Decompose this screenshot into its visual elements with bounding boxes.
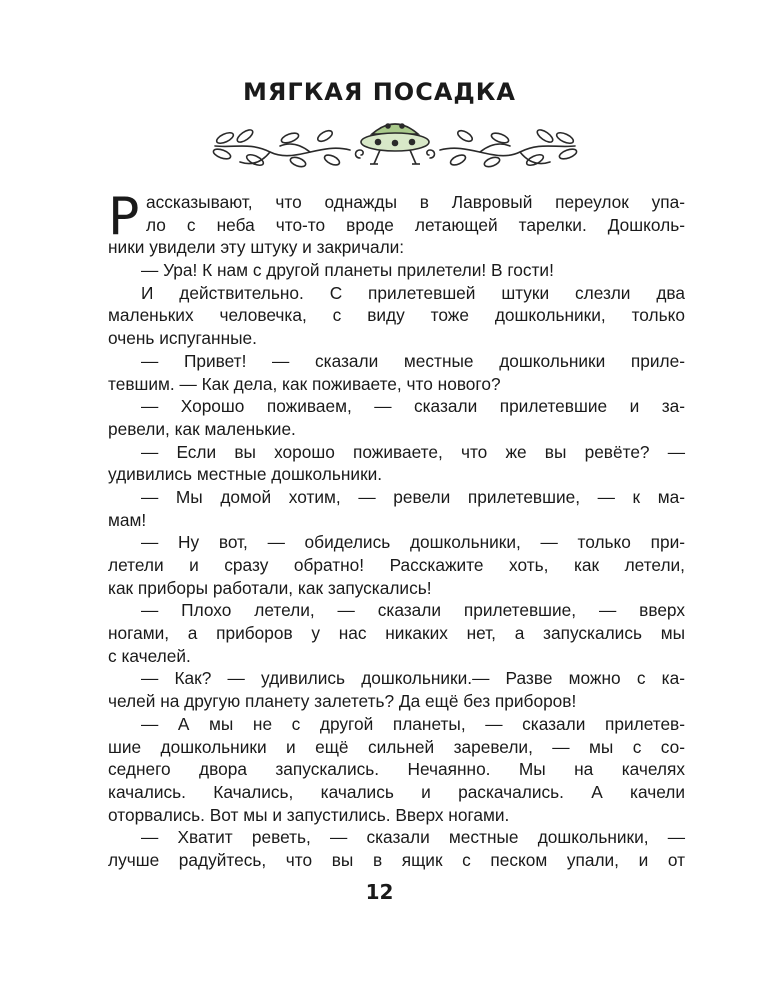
text-line: — Мы домой хотим, — ревели прилетевшие, — к ма-: [141, 486, 685, 507]
text-line: летели и сразу обратно! Расскажите хоть, как летели,: [108, 555, 685, 575]
text-line: ло с неба что-то вроде летающей тарелки. Дошколь-: [146, 214, 685, 235]
text-line: ногами, а приборов у нас никаких нет, а запускались мы: [108, 623, 685, 644]
text-line: челей на другую планету залететь? Да ещё без приборов!: [108, 691, 577, 712]
text-line: — Привет! — сказали местные дошкольники приле-: [141, 350, 685, 371]
text-line: лучше радуйтесь, что вы в ящик с песком упали, и от: [108, 849, 685, 870]
text-line: мам!: [108, 509, 147, 530]
text-line: удивились местные дошкольники.: [108, 464, 383, 485]
text-line: — Ура! К нам с другой планеты прилетели! В гости!: [141, 260, 554, 281]
text-line: качались. Качались, качались и раскачались. А качели: [108, 781, 685, 802]
drop-cap: Р: [108, 187, 140, 247]
text-line: — Плохо летели, — сказали прилетевшие, — вверх: [141, 600, 685, 621]
text-line: — Хорошо поживаем, — сказали прилетевшие и за-: [141, 396, 685, 417]
text-line: очень испуганные.: [108, 328, 257, 349]
text-line: оторвались. Вот мы и запустились. Вверх ногами.: [108, 804, 510, 825]
text-line: с качелей.: [108, 645, 191, 666]
text-line: ревели, как маленькие.: [108, 418, 296, 439]
body-text: [108, 187, 685, 872]
text-line: как приборы работали, как запускались!: [108, 577, 432, 598]
text-line: маленьких человечка, с виду тоже дошкольники, только: [108, 305, 685, 326]
text-line: седнего двора запускались. Нечаянно. Мы на качелях: [108, 759, 685, 780]
text-line: И действительно. С прилетевшей штуки слезли два: [141, 282, 685, 303]
text-line: ассказывают, что однажды в Лавровый переулок упа-: [146, 192, 685, 212]
text-line: шие дошкольники и ещё сильней заревели, — мы с со-: [108, 736, 685, 757]
text-line: ники увидели эту штуку и закричали:: [108, 237, 405, 258]
text-line: — Если вы хорошо поживаете, что же вы ревёте? —: [141, 441, 685, 462]
text-line: — Хватит реветь, — сказали местные дошкольники, —: [141, 827, 685, 848]
text-line: — Как? — удивились дошкольники.— Разве можно с ка-: [141, 668, 685, 689]
text-line: — А мы не с другой планеты, — сказали прилетев-: [141, 713, 685, 734]
text-line: — Ну вот, — обиделись дошкольники, — только при-: [141, 532, 685, 553]
flying-saucer-icon: [200, 112, 590, 182]
page-number: 12: [365, 880, 394, 904]
page-title: МЯГКАЯ ПОСАДКА: [243, 78, 516, 106]
text-line: тевшим. — Как дела, как поживаете, что нового?: [108, 373, 501, 394]
